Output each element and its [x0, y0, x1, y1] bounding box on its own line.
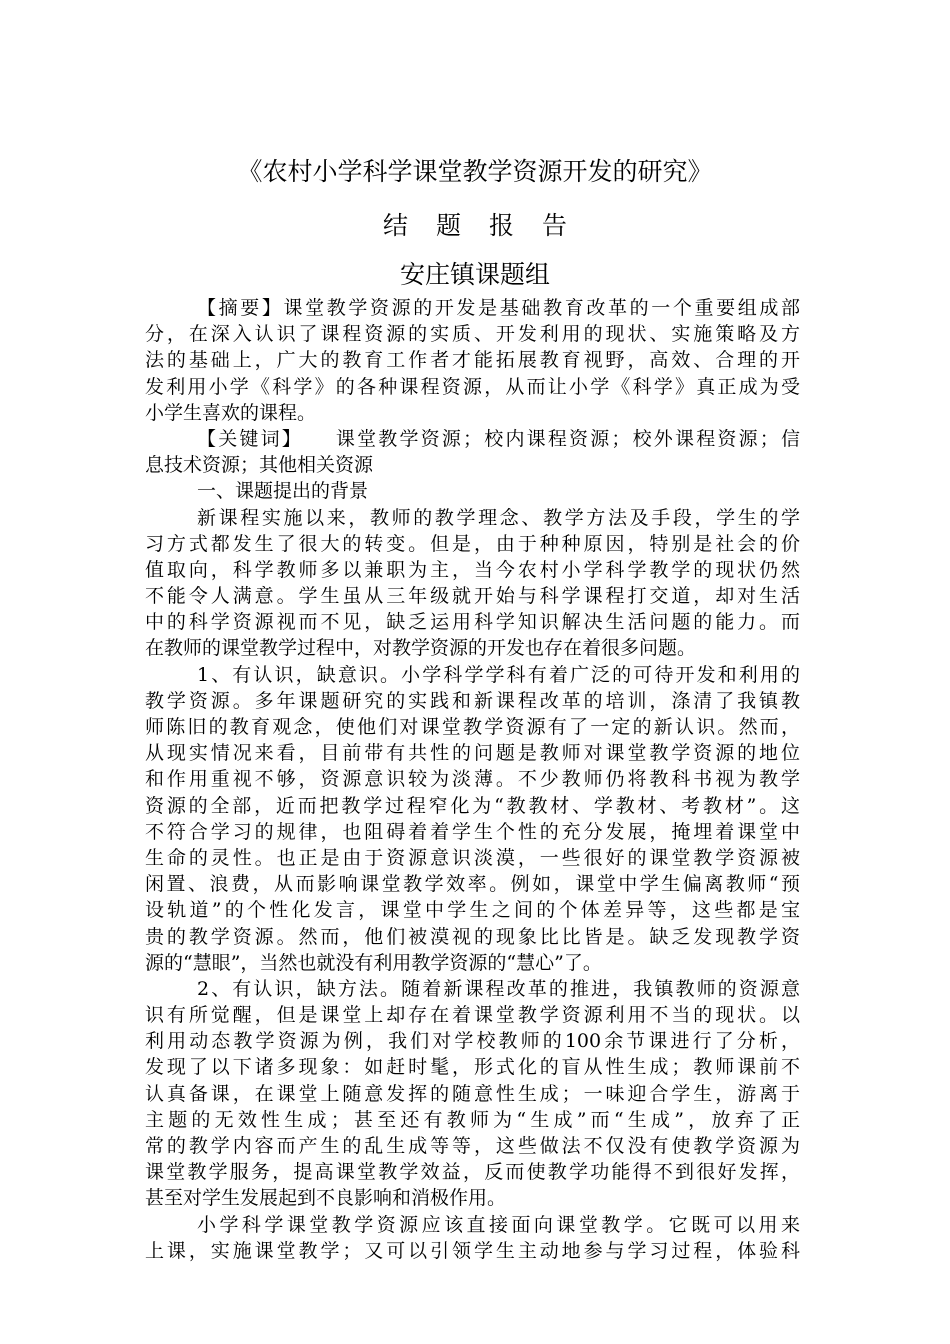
body-line: 2、有认识，缺方法。随着新课程改革的推进，我镇教师的资源意 — [197, 977, 800, 1000]
body-line: 设轨道”的个性化发言，课堂中学生之间的个体差异等，这些都是宝 — [145, 899, 800, 922]
body-line: 甚至对学生发展起到不良影响和消极作用。 — [145, 1187, 507, 1210]
body-line: 在教师的课堂教学过程中，对教学资源的开发也存在着很多问题。 — [145, 637, 697, 660]
body-line: 法的基础上，广大的教育工作者才能拓展教育视野，高效、合理的开 — [145, 349, 800, 372]
body-line: 利用动态教学资源为例，我们对学校教师的100余节课进行了分析， — [145, 1030, 800, 1053]
body-line: 和作用重视不够，资源意识较为淡薄。不少教师仍将教科书视为教学 — [145, 768, 800, 791]
body-line: 小学生喜欢的课程。 — [145, 401, 317, 424]
document-subtitle: 结题报告 — [382, 211, 595, 240]
body-line: 识有所觉醒，但是课堂上却存在着课堂教学资源利用不当的现状。以 — [145, 1004, 800, 1027]
body-line: 值取向，科学教师多以兼职为主，当今农村小学科学教学的现状仍然 — [145, 558, 800, 581]
body-line: 中的科学资源视而不见，缺乏运用科学知识解决生活问题的能力。而 — [145, 611, 800, 634]
body-line: 上课，实施课堂教学；又可以引领学生主动地参与学习过程，体验科 — [145, 1239, 800, 1262]
body-line: 【关键词】 课堂教学资源；校内课程资源；校外课程资源；信 — [197, 427, 800, 450]
body-line: 生命的灵性。也正是由于资源意识淡漠，一些很好的课堂教学资源被 — [145, 846, 800, 869]
body-line: 主题的无效性生成；甚至还有教师为“生成”而“生成”，放弃了正 — [145, 1108, 800, 1131]
body-line: 不能令人满意。学生虽从三年级就开始与科学课程打交道，却对生活 — [145, 585, 800, 608]
body-line: 1、有认识，缺意识。小学科学学科有着广泛的可待开发和利用的 — [197, 663, 800, 686]
document-author: 安庄镇课题组 — [399, 260, 550, 289]
document-body — [145, 295, 800, 1264]
body-line: 常的教学内容而产生的乱生成等等，这些做法不仅没有使教学资源为 — [145, 1135, 800, 1157]
body-line: 新课程实施以来，教师的教学理念、教学方法及手段，学生的学 — [197, 506, 800, 529]
body-line: 【摘要】课堂教学资源的开发是基础教育改革的一个重要组成部 — [197, 297, 800, 319]
body-line: 认真备课，在课堂上随意发挥的随意性生成；一味迎合学生，游离于 — [145, 1082, 800, 1105]
body-line: 贵的教学资源。然而，他们被漠视的现象比比皆是。缺乏发现教学资 — [145, 925, 800, 948]
body-line: 息技术资源；其他相关资源 — [145, 454, 374, 477]
body-line: 不符合学习的规律，也阻碍着着学生个性的充分发展，掩埋着课堂中 — [145, 820, 800, 843]
body-line: 源的“慧眼”，当然也就没有利用教学资源的“慧心”了。 — [145, 951, 602, 974]
body-line: 小学科学课堂教学资源应该直接面向课堂教学。它既可以用来 — [197, 1213, 800, 1236]
body-line: 教学资源。多年课题研究的实践和新课程改革的培训，涤清了我镇教 — [145, 689, 800, 712]
body-line: 分，在深入认识了课程资源的实质、开发利用的现状、实施策略及方 — [145, 323, 800, 346]
body-line: 师陈旧的教育观念，使他们对课堂教学资源有了一定的新认识。然而， — [145, 716, 800, 738]
body-line: 闲置、浪费，从而影响课堂教学效率。例如，课堂中学生偏离教师“预 — [145, 873, 800, 896]
body-line: 一、课题提出的背景 — [197, 480, 369, 503]
body-line: 发利用小学《科学》的各种课程资源，从而让小学《科学》真正成为受 — [145, 375, 800, 398]
body-line: 课堂教学服务，提高课堂教学效益，反而使教学功能得不到很好发挥， — [145, 1161, 800, 1184]
body-line: 从现实情况来看，目前带有共性的问题是教师对课堂教学资源的地位 — [145, 742, 800, 765]
document-title: 《农村小学科学课堂教学资源开发的研究》 — [237, 157, 713, 186]
body-line: 资源的全部，近而把教学过程窄化为“教教材、学教材、考教材”。这 — [145, 794, 800, 817]
body-line: 发现了以下诸多现象：如赶时髦，形式化的盲从性生成；教师课前不 — [145, 1056, 800, 1079]
body-line: 习方式都发生了很大的转变。但是，由于种种原因，特别是社会的价 — [145, 532, 800, 555]
